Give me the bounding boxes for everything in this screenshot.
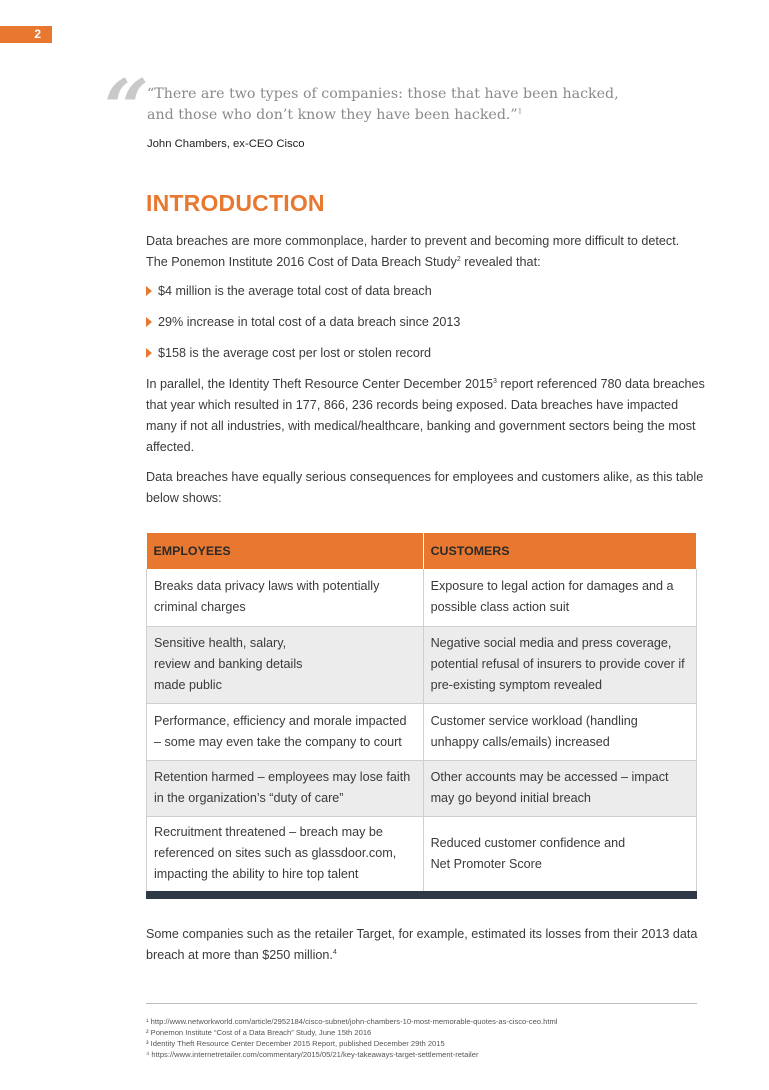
footnote: ¹ http://www.networkworld.com/article/2952184/cisco-subnet/john-chambers-10-most-memorable-quotes-as-cisco-ceo.html <box>146 1017 558 1026</box>
intro-footnote-ref: 2 <box>456 255 461 263</box>
quote-line-1: “There are two types of companies: those that have been hacked, <box>147 86 619 102</box>
table-cell: Performance, efficiency and morale impacted – some may even take the company to court <box>147 703 424 760</box>
footnote: ⁴ https://www.internetretailer.com/commentary/2015/05/21/key-takeaways-target-settlement-retailer <box>146 1050 479 1059</box>
triangle-bullet-icon <box>146 348 152 358</box>
intro-line-2: The Ponemon Institute 2016 Cost of Data Breach Study <box>146 255 457 269</box>
footnote: ² Ponemon Institute “Cost of a Data Breach” Study, June 15th 2016 <box>146 1028 372 1037</box>
list-item <box>146 281 706 312</box>
footnotes <box>146 1016 706 1060</box>
table-cell: Customer service workload (handling unhappy calls/emails) increased <box>423 703 696 760</box>
intro-line-1: Data breaches are more commonplace, harder to prevent and becoming more difficult to detect. <box>146 234 680 248</box>
table-intro-paragraph: Data breaches have equally serious consequences for employees and customers alike, as this table below shows: <box>146 470 704 505</box>
triangle-bullet-icon <box>146 286 152 296</box>
table-cell: Exposure to legal action for damages and a possible class action suit <box>423 569 696 626</box>
stats-list <box>146 281 706 374</box>
list-item-text: 29% increase in total cost of a data breach since 2013 <box>158 315 461 329</box>
table-cell: Breaks data privacy laws with potentially criminal charges <box>147 569 424 626</box>
body-paragraph <box>146 374 706 458</box>
intro-paragraph <box>146 231 706 273</box>
table-cell: Negative social media and press coverage, potential refusal of insurers to provide cover if pre-existing symptom revealed <box>423 626 696 703</box>
table-row <box>147 569 697 626</box>
table-cell: Reduced customer confidence and Net Promoter Score <box>423 816 696 891</box>
footnote: ³ Identity Theft Resource Center December 2015 Report, published December 29th 2015 <box>146 1039 445 1048</box>
paragraph-footnote-ref: 3 <box>493 377 497 385</box>
column-header-employees: EMPLOYEES <box>147 533 424 569</box>
table-cell: Other accounts may be accessed – impact may go beyond initial breach <box>423 760 696 816</box>
closing-text: Some companies such as the retailer Target, for example, estimated its losses from their 2013 data breach at more than $250 million. <box>146 927 698 962</box>
quote-footnote-ref: 1 <box>517 107 523 116</box>
table-row <box>147 626 697 703</box>
closing-paragraph <box>146 924 706 966</box>
table-row <box>147 703 697 760</box>
intro-line-2-end: revealed that: <box>460 255 541 269</box>
table-row <box>147 816 697 891</box>
list-item <box>146 312 706 343</box>
list-item-text: $158 is the average cost per lost or stolen record <box>158 346 432 360</box>
list-item-text: $4 million is the average total cost of data breach <box>158 284 432 298</box>
quote-line-2: and those who don’t know they have been hacked.” <box>147 107 518 123</box>
paragraph-text: In parallel, the Identity Theft Resource Center December 2015 <box>146 377 493 391</box>
consequences-table <box>146 533 697 892</box>
paragraph-text-cont: report referenced 780 data breaches that year which resulted in 177, 866, 236 records being exposed. Data breaches have impacted many if not all industries, with medical/healthcare, banking and government sectors being the most affected. <box>146 377 705 454</box>
footnote-divider <box>146 1003 697 1004</box>
pull-quote <box>147 84 647 126</box>
table-footer-bar <box>146 891 697 899</box>
page-number: 2 <box>0 26 52 43</box>
table-header-row <box>147 533 697 569</box>
column-header-customers: CUSTOMERS <box>423 533 696 569</box>
table-cell: Retention harmed – employees may lose faith in the organization’s “duty of care” <box>147 760 424 816</box>
closing-footnote-ref: 4 <box>332 948 337 956</box>
table-cell: Sensitive health, salary, review and banking details made public <box>147 626 424 703</box>
triangle-bullet-icon <box>146 317 152 327</box>
list-item <box>146 343 706 374</box>
table-row <box>147 760 697 816</box>
quote-author: John Chambers, ex-CEO Cisco <box>147 138 305 150</box>
quote-mark-icon: “ <box>104 63 149 154</box>
section-heading: INTRODUCTION <box>146 190 325 216</box>
table-cell: Recruitment threatened – breach may be referenced on sites such as glassdoor.com, impacting the ability to hire top talent <box>147 816 424 891</box>
